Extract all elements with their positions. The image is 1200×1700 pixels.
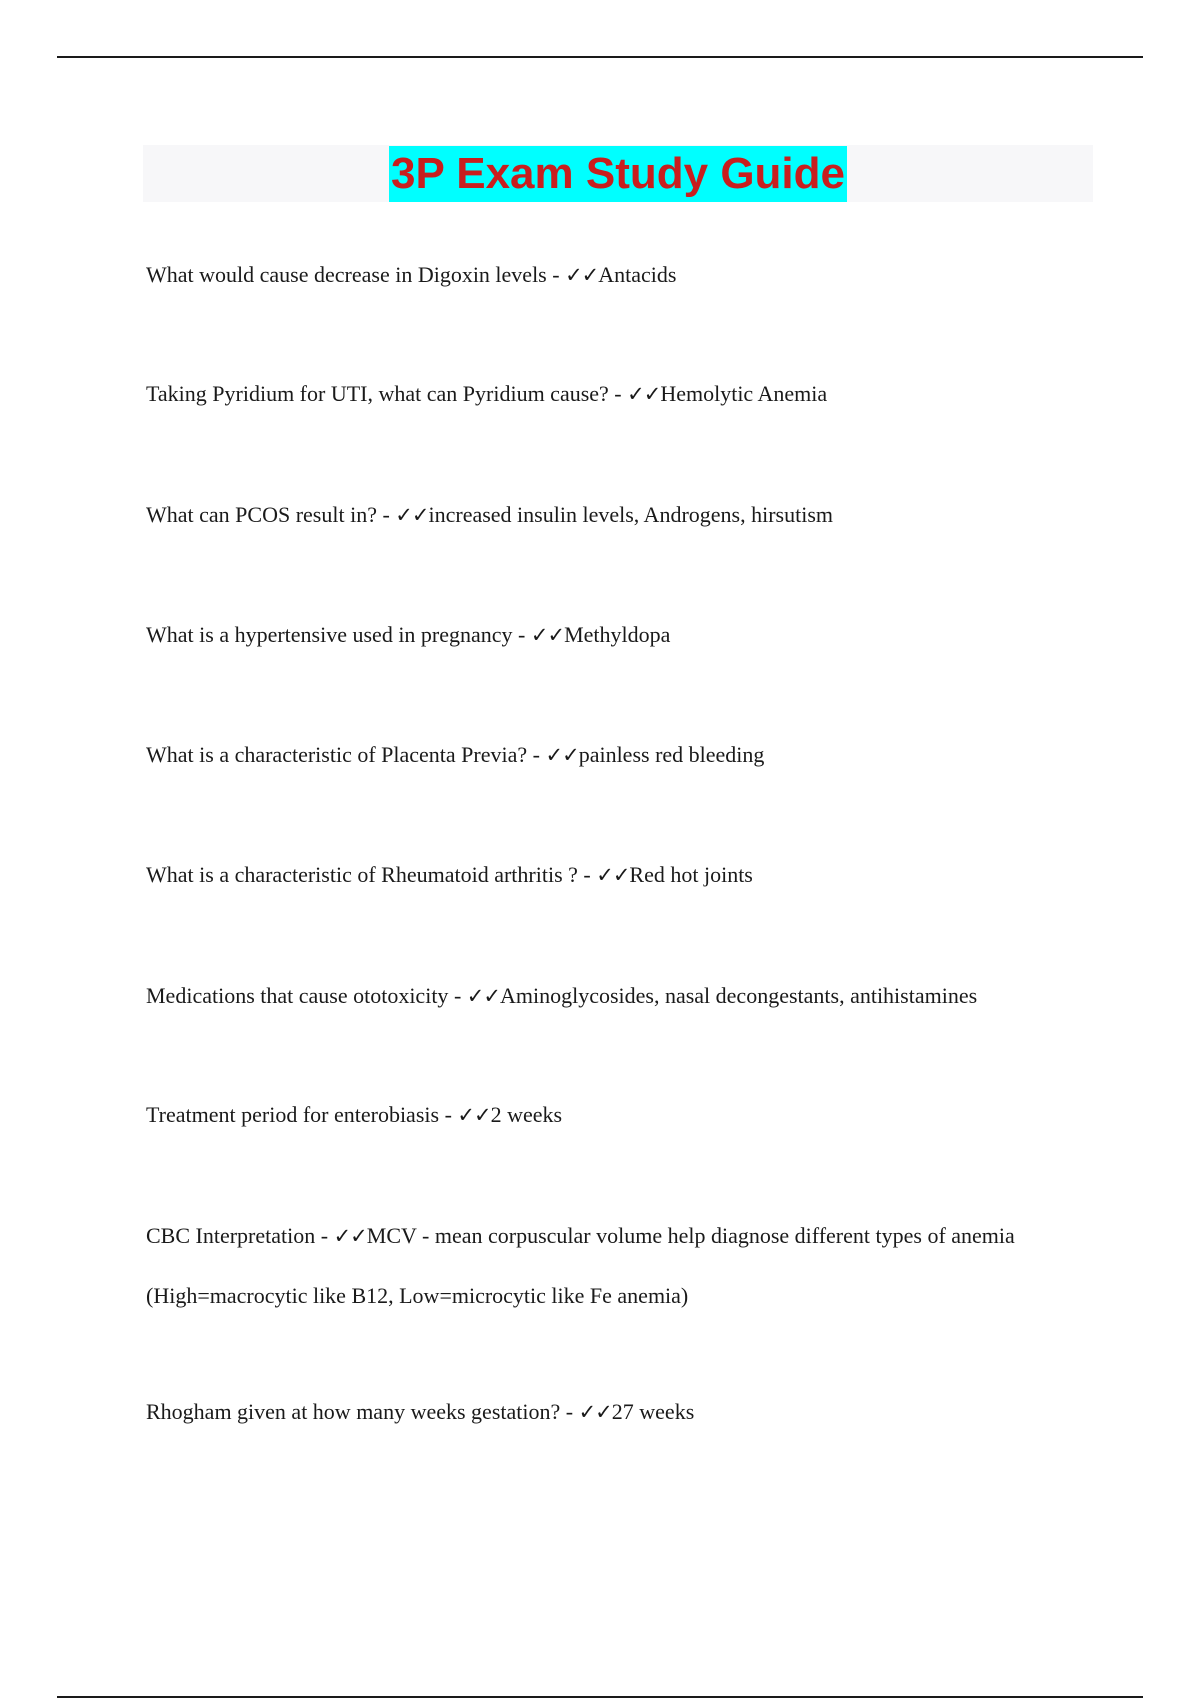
qa-item: Medications that cause ototoxicity - ✓✓Aminoglycosides, nasal decongestants, antihistamines [146, 983, 978, 1008]
check-marks-icon: ✓✓ [545, 743, 579, 767]
answer: painless red bleeding [578, 742, 765, 767]
qa-item: What is a hypertensive used in pregnancy - ✓✓Methyldopa [146, 622, 671, 647]
qa-item: Taking Pyridium for UTI, what can Pyridium cause? - ✓✓Hemolytic Anemia [146, 381, 828, 406]
title-band [143, 145, 1093, 202]
question: What would cause decrease in Digoxin levels [146, 262, 547, 287]
answer: Aminoglycosides, nasal decongestants, antihistamines [499, 983, 978, 1008]
question: Medications that cause ototoxicity [146, 983, 449, 1008]
check-marks-icon: ✓✓ [333, 1224, 367, 1248]
answer: Red hot joints [629, 862, 753, 887]
page-title: 3P Exam Study Guide [389, 146, 847, 202]
check-marks-icon: ✓✓ [565, 263, 599, 287]
question: Treatment period for enterobiasis [146, 1102, 440, 1127]
question: Taking Pyridium for UTI, what can Pyridium cause? [146, 381, 609, 406]
answer: Antacids [598, 262, 677, 287]
question: What is a hypertensive used in pregnancy [146, 622, 513, 647]
qa-item: Treatment period for enterobiasis - ✓✓2 weeks [146, 1102, 563, 1127]
check-marks-icon: ✓✓ [457, 1103, 491, 1127]
answer: Hemolytic Anemia [660, 381, 828, 406]
answer: Methyldopa [564, 622, 671, 647]
top-rule [57, 56, 1143, 58]
check-marks-icon: ✓✓ [578, 1400, 612, 1424]
check-marks-icon: ✓✓ [395, 503, 429, 527]
bottom-rule [57, 1696, 1143, 1698]
question: What is a characteristic of Placenta Previa? [146, 742, 528, 767]
check-marks-icon: ✓✓ [596, 863, 630, 887]
qa-item: What is a characteristic of Rheumatoid arthritis ? - ✓✓Red hot joints [146, 862, 753, 887]
qa-item: CBC Interpretation - ✓✓MCV - mean corpuscular volume help diagnose different types of anemia (High=macrocytic like B12, Low=microcytic like Fe anemia) [146, 1223, 1015, 1308]
check-marks-icon: ✓✓ [530, 623, 565, 647]
answer: 27 weeks [611, 1399, 695, 1424]
question: Rhogham given at how many weeks gestation? [146, 1399, 561, 1424]
qa-item: What is a characteristic of Placenta Previa? - ✓✓painless red bleeding [146, 742, 765, 767]
check-marks-icon: ✓✓ [627, 382, 661, 406]
question: What is a characteristic of Rheumatoid arthritis ? [146, 862, 578, 887]
question: CBC Interpretation [146, 1223, 316, 1248]
check-marks-icon: ✓✓ [466, 984, 500, 1008]
question: What can PCOS result in? [146, 502, 377, 527]
answer: 2 weeks [490, 1102, 563, 1127]
answer: increased insulin levels, Androgens, hirsutism [428, 502, 833, 527]
qa-item: Rhogham given at how many weeks gestation? - ✓✓27 weeks [146, 1399, 695, 1424]
qa-item: What would cause decrease in Digoxin levels - ✓✓Antacids [146, 262, 677, 287]
answer: MCV - mean corpuscular volume help diagnose different types of anemia (High=macrocytic like B12, Low=microcytic like Fe anemia) [146, 1223, 1015, 1308]
qa-item: What can PCOS result in? - ✓✓increased insulin levels, Androgens, hirsutism [146, 502, 833, 527]
